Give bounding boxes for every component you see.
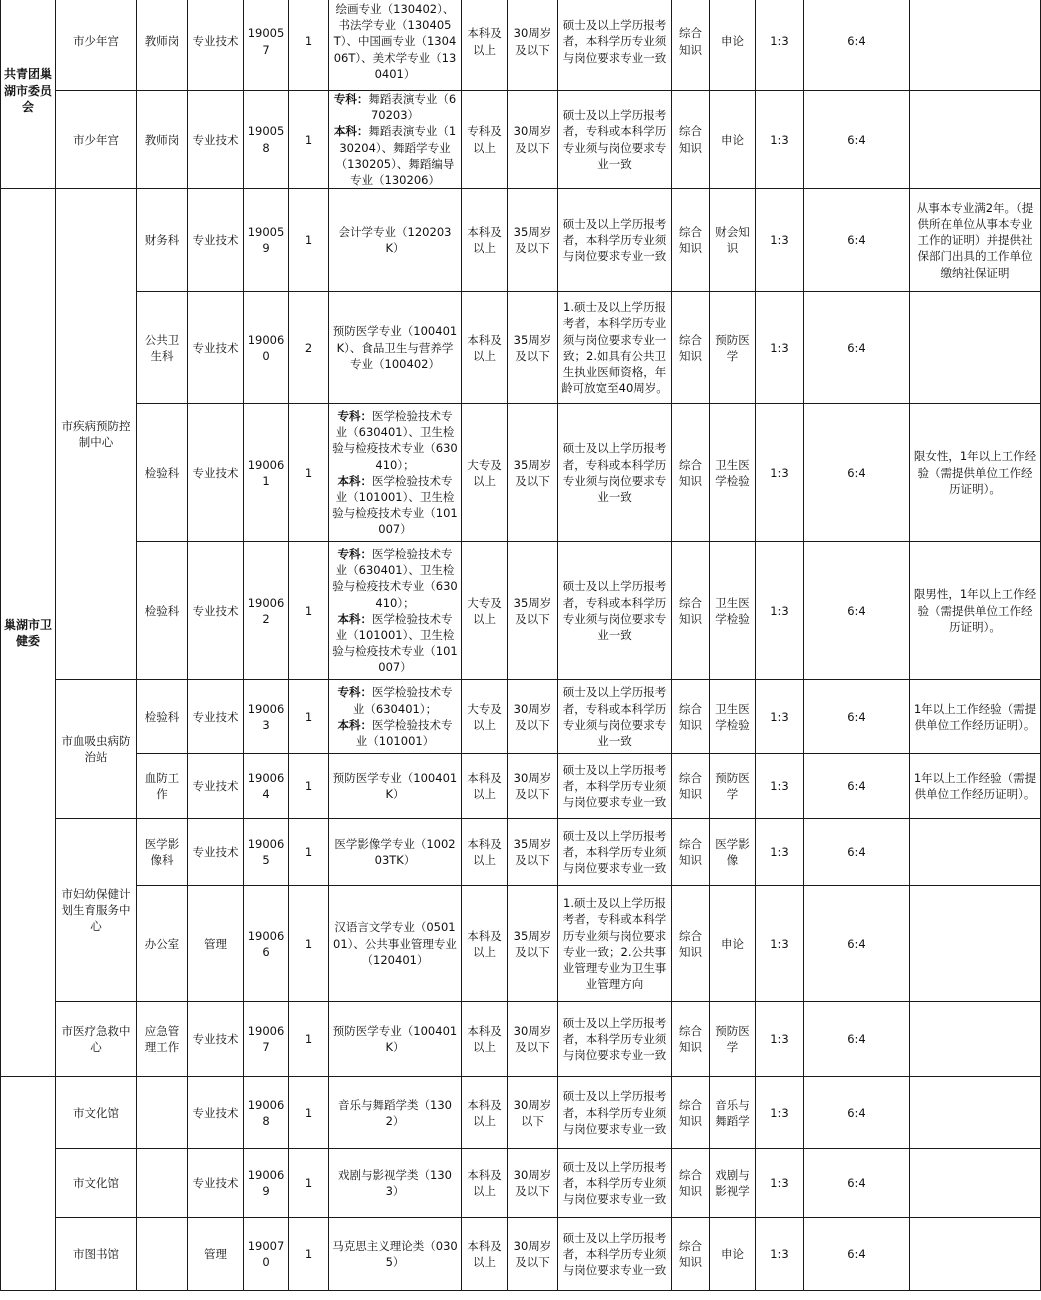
post-category-cell: 专业技术 xyxy=(188,819,244,886)
table-row xyxy=(1,754,1041,819)
other-requirements-cell: 硕士及以上学历报考者，专科或本科学历专业须与岗位要求专业一致 xyxy=(558,91,672,189)
remarks-cell xyxy=(910,1149,1041,1218)
remarks-cell xyxy=(910,886,1041,1002)
exam-ratio-cell: 1:3 xyxy=(756,292,804,404)
other-requirements-cell: 硕士及以上学历报考者，专科或本科学历专业须与岗位要求专业一致 xyxy=(558,404,672,542)
age-cell: 30周岁及以下 xyxy=(508,0,558,91)
score-ratio-cell: 6:4 xyxy=(804,819,910,886)
post-category-cell: 专业技术 xyxy=(188,542,244,680)
exam-ratio-cell: 1:3 xyxy=(756,754,804,819)
department-cell: 巢湖市卫健委 xyxy=(1,189,56,1077)
major-cell xyxy=(329,91,462,189)
written-subject-cell: 综合知识 xyxy=(672,680,710,754)
other-requirements-cell: 硕士及以上学历报考者，专科或本科学历专业须与岗位要求专业一致 xyxy=(558,680,672,754)
major-label: 专科： xyxy=(337,546,372,561)
written-subject-cell: 综合知识 xyxy=(672,1149,710,1218)
table-row xyxy=(1,886,1041,1002)
post-name-cell xyxy=(137,1218,188,1291)
exam-ratio-cell: 1:3 xyxy=(756,189,804,292)
professional-subject-cell: 卫生医学检验 xyxy=(710,542,756,680)
unit-cell: 市血吸虫病防治站 xyxy=(56,680,137,819)
score-ratio-cell: 6:4 xyxy=(804,1218,910,1291)
education-cell: 本科及以上 xyxy=(462,292,508,404)
table-row xyxy=(1,0,1041,91)
post-code-cell: 190062 xyxy=(244,542,289,680)
score-ratio-cell: 6:4 xyxy=(804,886,910,1002)
remarks-cell xyxy=(910,819,1041,886)
age-cell: 30周岁及以下 xyxy=(508,1149,558,1218)
post-code-cell: 190058 xyxy=(244,91,289,189)
major-cell xyxy=(329,819,462,886)
post-category-cell: 管理 xyxy=(188,886,244,1002)
post-name-cell: 公共卫生科 xyxy=(137,292,188,404)
written-subject-cell: 综合知识 xyxy=(672,404,710,542)
age-cell: 35周岁及以下 xyxy=(508,404,558,542)
count-cell: 1 xyxy=(289,404,329,542)
professional-subject-cell: 预防医学 xyxy=(710,1002,756,1077)
post-code-cell: 190059 xyxy=(244,189,289,292)
post-code-cell: 190067 xyxy=(244,1002,289,1077)
education-cell: 本科及以上 xyxy=(462,1218,508,1291)
age-cell: 30周岁以下 xyxy=(508,1077,558,1149)
written-subject-cell: 综合知识 xyxy=(672,189,710,292)
table-row xyxy=(1,542,1041,680)
written-subject-cell: 综合知识 xyxy=(672,91,710,189)
education-cell: 大专及以上 xyxy=(462,680,508,754)
major-text: 绘画专业（130402）、书法学专业（130405T）、中国画专业（130406T）、美术学专业（130401） xyxy=(333,1,457,81)
education-cell: 本科及以上 xyxy=(462,886,508,1002)
major-label: 专科： xyxy=(337,685,372,700)
major-text: 马克思主义理论类（0305） xyxy=(332,1239,458,1270)
unit-cell: 市少年宫 xyxy=(56,91,137,189)
score-ratio-cell: 6:4 xyxy=(804,292,910,404)
score-ratio-cell: 6:4 xyxy=(804,91,910,189)
education-cell: 本科及以上 xyxy=(462,1002,508,1077)
age-cell: 35周岁及以下 xyxy=(508,542,558,680)
table-row xyxy=(1,1002,1041,1077)
post-code-cell: 190063 xyxy=(244,680,289,754)
major-cell xyxy=(329,1077,462,1149)
other-requirements-cell: 1.硕士及以上学历报考者，本科学历专业须与岗位要求专业一致；2.如具有公共卫生执业医师资格，年龄可放宽至40周岁。 xyxy=(558,292,672,404)
major-cell xyxy=(329,754,462,819)
major-cell xyxy=(329,292,462,404)
unit-cell: 市文化馆 xyxy=(56,1149,137,1218)
major-cell xyxy=(329,886,462,1002)
post-code-cell: 190068 xyxy=(244,1077,289,1149)
post-code-cell: 190061 xyxy=(244,404,289,542)
table-row xyxy=(1,189,1041,292)
post-name-cell: 应急管理工作 xyxy=(137,1002,188,1077)
professional-subject-cell: 申论 xyxy=(710,0,756,91)
score-ratio-cell: 6:4 xyxy=(804,542,910,680)
table-row xyxy=(1,1077,1041,1149)
remarks-cell: 从事本专业满2年。（提供所在单位从事本专业工作的证明）并提供社保部门出具的工作单位缴纳社保证明 xyxy=(910,189,1041,292)
count-cell: 1 xyxy=(289,819,329,886)
major-text: 预防医学专业（100401K） xyxy=(332,1024,458,1055)
count-cell: 2 xyxy=(289,292,329,404)
count-cell: 1 xyxy=(289,542,329,680)
post-category-cell: 专业技术 xyxy=(188,0,244,91)
written-subject-cell: 综合知识 xyxy=(672,886,710,1002)
unit-cell: 市图书馆 xyxy=(56,1218,137,1291)
other-requirements-cell: 硕士及以上学历报考者，本科学历专业须与岗位要求专业一致 xyxy=(558,1077,672,1149)
remarks-cell xyxy=(910,1002,1041,1077)
major-text: 戏剧与影视学类（1303） xyxy=(338,1168,452,1199)
education-cell: 本科及以上 xyxy=(462,1077,508,1149)
post-category-cell: 专业技术 xyxy=(188,404,244,542)
post-name-cell xyxy=(137,1077,188,1149)
age-cell: 30周岁及以下 xyxy=(508,91,558,189)
written-subject-cell: 综合知识 xyxy=(672,819,710,886)
table-row xyxy=(1,292,1041,404)
written-subject-cell: 综合知识 xyxy=(672,1002,710,1077)
post-name-cell: 血防工作 xyxy=(137,754,188,819)
remarks-cell: 限男性，1年以上工作经验（需提供单位工作经历证明）。 xyxy=(910,542,1041,680)
post-code-cell: 190060 xyxy=(244,292,289,404)
score-ratio-cell: 6:4 xyxy=(804,1002,910,1077)
count-cell: 1 xyxy=(289,1077,329,1149)
post-category-cell: 专业技术 xyxy=(188,1149,244,1218)
major-text: 预防医学专业（100401K）、食品卫生与营养学专业（100402） xyxy=(332,324,458,371)
professional-subject-cell: 申论 xyxy=(710,91,756,189)
major-cell xyxy=(329,1218,462,1291)
major-text: 医学检验技术专业（101001） xyxy=(355,717,453,748)
post-code-cell: 190066 xyxy=(244,886,289,1002)
written-subject-cell: 综合知识 xyxy=(672,1077,710,1149)
unit-cell: 市文化馆 xyxy=(56,1077,137,1149)
post-name-cell: 检验科 xyxy=(137,680,188,754)
count-cell: 1 xyxy=(289,1149,329,1218)
remarks-cell xyxy=(910,91,1041,189)
written-subject-cell: 综合知识 xyxy=(672,542,710,680)
count-cell: 1 xyxy=(289,91,329,189)
professional-subject-cell: 卫生医学检验 xyxy=(710,680,756,754)
major-text: 医学检验技术专业（630401）、卫生检验与检疫技术专业（630410）； xyxy=(332,546,458,610)
post-code-cell: 190064 xyxy=(244,754,289,819)
major-label: 专科： xyxy=(333,92,369,106)
exam-ratio-cell: 1:3 xyxy=(756,0,804,91)
count-cell: 1 xyxy=(289,754,329,819)
other-requirements-cell: 硕士及以上学历报考者，专科或本科学历专业须与岗位要求专业一致 xyxy=(558,542,672,680)
education-cell: 本科及以上 xyxy=(462,0,508,91)
major-cell xyxy=(329,1002,462,1077)
age-cell: 35周岁及以下 xyxy=(508,819,558,886)
written-subject-cell: 综合知识 xyxy=(672,754,710,819)
major-cell xyxy=(329,0,462,91)
professional-subject-cell: 卫生医学检验 xyxy=(710,404,756,542)
exam-ratio-cell: 1:3 xyxy=(756,1218,804,1291)
exam-ratio-cell: 1:3 xyxy=(756,680,804,754)
count-cell: 1 xyxy=(289,189,329,292)
post-category-cell: 专业技术 xyxy=(188,680,244,754)
remarks-cell: 1年以上工作经验（需提供单位工作经历证明）。 xyxy=(910,754,1041,819)
remarks-cell xyxy=(910,0,1041,91)
exam-ratio-cell: 1:3 xyxy=(756,404,804,542)
post-category-cell: 管理 xyxy=(188,1218,244,1291)
post-name-cell: 检验科 xyxy=(137,404,188,542)
other-requirements-cell: 硕士及以上学历报考者，本科学历专业须与岗位要求专业一致 xyxy=(558,1218,672,1291)
written-subject-cell: 综合知识 xyxy=(672,292,710,404)
education-cell: 本科及以上 xyxy=(462,819,508,886)
post-name-cell: 财务科 xyxy=(137,189,188,292)
education-cell: 本科及以上 xyxy=(462,1149,508,1218)
remarks-cell xyxy=(910,292,1041,404)
post-name-cell: 教师岗 xyxy=(137,0,188,91)
written-subject-cell: 综合知识 xyxy=(672,0,710,91)
major-label: 专科： xyxy=(337,408,372,423)
age-cell: 35周岁及以下 xyxy=(508,886,558,1002)
exam-ratio-cell: 1:3 xyxy=(756,542,804,680)
post-name-cell: 医学影像科 xyxy=(137,819,188,886)
major-label: 本科： xyxy=(337,611,372,626)
exam-ratio-cell: 1:3 xyxy=(756,1077,804,1149)
post-code-cell: 190069 xyxy=(244,1149,289,1218)
other-requirements-cell: 硕士及以上学历报考者，本科学历专业须与岗位要求专业一致 xyxy=(558,819,672,886)
other-requirements-cell: 硕士及以上学历报考者，本科学历专业须与岗位要求专业一致 xyxy=(558,754,672,819)
post-category-cell: 专业技术 xyxy=(188,1002,244,1077)
count-cell: 1 xyxy=(289,1002,329,1077)
written-subject-cell: 综合知识 xyxy=(672,1218,710,1291)
professional-subject-cell: 医学影像 xyxy=(710,819,756,886)
major-cell xyxy=(329,404,462,542)
unit-cell: 市疾病预防控制中心 xyxy=(56,189,137,680)
table-row xyxy=(1,404,1041,542)
major-cell xyxy=(329,189,462,292)
age-cell: 35周岁及以下 xyxy=(508,189,558,292)
major-text: 医学影像学专业（100203TK） xyxy=(334,837,456,868)
professional-subject-cell: 音乐与舞蹈学 xyxy=(710,1077,756,1149)
professional-subject-cell: 申论 xyxy=(710,1218,756,1291)
exam-ratio-cell: 1:3 xyxy=(756,91,804,189)
remarks-cell xyxy=(910,1218,1041,1291)
education-cell: 本科及以上 xyxy=(462,189,508,292)
professional-subject-cell: 预防医学 xyxy=(710,754,756,819)
major-cell xyxy=(329,680,462,754)
exam-ratio-cell: 1:3 xyxy=(756,1149,804,1218)
other-requirements-cell: 硕士及以上学历报考者，本科学历专业须与岗位要求专业一致 xyxy=(558,0,672,91)
professional-subject-cell: 财会知识 xyxy=(710,189,756,292)
age-cell: 30周岁及以下 xyxy=(508,1218,558,1291)
major-cell xyxy=(329,1149,462,1218)
score-ratio-cell: 6:4 xyxy=(804,1149,910,1218)
major-text: 舞蹈表演专业（670203） xyxy=(368,92,457,123)
education-cell: 本科及以上 xyxy=(462,754,508,819)
count-cell: 1 xyxy=(289,680,329,754)
education-cell: 大专及以上 xyxy=(462,542,508,680)
count-cell: 1 xyxy=(289,0,329,91)
table-row xyxy=(1,1149,1041,1218)
table-row xyxy=(1,91,1041,189)
major-text: 医学检验技术专业（101001）、卫生检验与检疫技术专业（101007） xyxy=(332,611,458,675)
major-label: 本科： xyxy=(337,717,372,732)
unit-cell: 市医疗急救中心 xyxy=(56,1002,137,1077)
age-cell: 30周岁及以下 xyxy=(508,754,558,819)
score-ratio-cell: 6:4 xyxy=(804,189,910,292)
major-text: 汉语言文学专业（050101）、公共事业管理专业（120401） xyxy=(333,920,457,967)
department-cell: 共青团巢湖市委员会 xyxy=(1,0,56,189)
table-row xyxy=(1,680,1041,754)
post-name-cell xyxy=(137,1149,188,1218)
score-ratio-cell: 6:4 xyxy=(804,1077,910,1149)
major-cell xyxy=(329,542,462,680)
exam-ratio-cell: 1:3 xyxy=(756,1002,804,1077)
score-ratio-cell: 6:4 xyxy=(804,754,910,819)
table-row xyxy=(1,1218,1041,1291)
major-label: 本科： xyxy=(333,124,369,139)
major-text: 医学检验技术专业（630401）； xyxy=(352,685,453,716)
post-code-cell: 190057 xyxy=(244,0,289,91)
post-category-cell: 专业技术 xyxy=(188,292,244,404)
age-cell: 30周岁及以下 xyxy=(508,680,558,754)
exam-ratio-cell: 1:3 xyxy=(756,886,804,1002)
education-cell: 大专及以上 xyxy=(462,404,508,542)
post-code-cell: 190065 xyxy=(244,819,289,886)
remarks-cell: 1年以上工作经验（需提供单位工作经历证明）。 xyxy=(910,680,1041,754)
major-text: 音乐与舞蹈学类（1302） xyxy=(338,1097,452,1128)
age-cell: 35周岁及以下 xyxy=(508,292,558,404)
major-text: 会计学专业（120203K） xyxy=(338,225,452,256)
major-text: 医学检验技术专业（630401）、卫生检验与检疫技术专业（630410）； xyxy=(332,408,458,472)
count-cell: 1 xyxy=(289,1218,329,1291)
major-label: 本科： xyxy=(337,473,372,488)
other-requirements-cell: 硕士及以上学历报考者，本科学历专业须与岗位要求专业一致 xyxy=(558,1149,672,1218)
score-ratio-cell: 6:4 xyxy=(804,0,910,91)
professional-subject-cell: 戏剧与影视学 xyxy=(710,1149,756,1218)
other-requirements-cell: 硕士及以上学历报考者，本科学历专业须与岗位要求专业一致 xyxy=(558,1002,672,1077)
age-cell: 30周岁及以下 xyxy=(508,1002,558,1077)
post-name-cell: 检验科 xyxy=(137,542,188,680)
remarks-cell: 限女性，1年以上工作经验（需提供单位工作经历证明）。 xyxy=(910,404,1041,542)
unit-cell: 市妇幼保健计划生育服务中心 xyxy=(56,819,137,1002)
post-category-cell: 专业技术 xyxy=(188,754,244,819)
post-name-cell: 办公室 xyxy=(137,886,188,1002)
exam-ratio-cell: 1:3 xyxy=(756,819,804,886)
table-row xyxy=(1,819,1041,886)
major-text: 医学检验技术专业（101001）、卫生检验与检疫技术专业（101007） xyxy=(332,473,458,537)
post-category-cell: 专业技术 xyxy=(188,1077,244,1149)
department-cell xyxy=(1,1077,56,1291)
post-category-cell: 专业技术 xyxy=(188,189,244,292)
post-code-cell: 190070 xyxy=(244,1218,289,1291)
professional-subject-cell: 申论 xyxy=(710,886,756,1002)
score-ratio-cell: 6:4 xyxy=(804,680,910,754)
score-ratio-cell: 6:4 xyxy=(804,404,910,542)
unit-cell: 市少年宫 xyxy=(56,0,137,91)
professional-subject-cell: 预防医学 xyxy=(710,292,756,404)
post-name-cell: 教师岗 xyxy=(137,91,188,189)
major-text: 预防医学专业（100401K） xyxy=(332,771,458,802)
major-text: 舞蹈表演专业（130204）、舞蹈学专业（130205）、舞蹈编导专业（130206） xyxy=(335,124,457,188)
remarks-cell xyxy=(910,1077,1041,1149)
other-requirements-cell: 硕士及以上学历报考者，本科学历专业须与岗位要求专业一致 xyxy=(558,189,672,292)
education-cell: 专科及以上 xyxy=(462,91,508,189)
post-category-cell: 专业技术 xyxy=(188,91,244,189)
other-requirements-cell: 1.硕士及以上学历报考者，专科或本科学历专业须与岗位要求专业一致；2.公共事业管理专业为卫生事业管理方向 xyxy=(558,886,672,1002)
count-cell: 1 xyxy=(289,886,329,1002)
